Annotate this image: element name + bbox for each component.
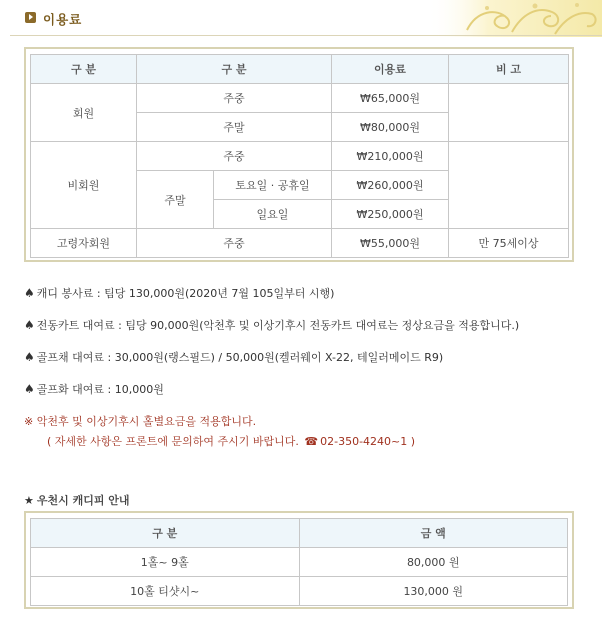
cart-fee-note: [24, 317, 519, 333]
table-row: [31, 142, 569, 171]
table-row: [31, 548, 568, 577]
ornament-flourish-icon: [427, 0, 602, 37]
table-row: [31, 577, 568, 606]
table-header-row: [31, 55, 569, 84]
column-header: 구 분: [31, 55, 137, 84]
play-arrow-icon: [25, 12, 36, 23]
sub-cell: 주말: [137, 171, 214, 229]
fee-cell: ₩250,000원: [332, 200, 449, 229]
section-header: [10, 0, 602, 37]
amount-cell: 130,000 원: [299, 577, 568, 606]
sub-cell: 주중: [137, 229, 332, 258]
weather-warning-note: ※ 악천후 및 이상기후시 홀별요금을 적용합니다.: [24, 415, 257, 428]
label-cell: 10홀 티샷시~: [31, 577, 300, 606]
caddie-fee-table: [30, 518, 568, 606]
note-cell: [449, 142, 569, 229]
caddie-fee-note: [24, 285, 334, 301]
note-text: 골프화 대여료 : 10,000원: [36, 383, 164, 396]
note-text: 골프채 대여료 : 30,000원(랭스필드) / 50,000원(켈러웨이 X-22, 테일러메이드 R9): [36, 351, 444, 364]
day-cell: 토요일 · 공휴일: [214, 171, 332, 200]
shoes-fee-note: [24, 381, 164, 397]
note-text: 전동카트 대여료 : 팀당 90,000원(악천후 및 이상기후시 전동카트 대여료는 정상요금을 적용합니다.): [36, 319, 520, 332]
note-cell: 만 75세이상: [449, 229, 569, 258]
sub-cell: 주중: [137, 84, 332, 113]
table-row: [31, 84, 569, 113]
amount-cell: 80,000 원: [299, 548, 568, 577]
caddie-table-box: [24, 511, 574, 609]
contact-note: [47, 433, 415, 449]
fee-cell: ₩55,000원: [332, 229, 449, 258]
contact-text: ( 자세한 사항은 프론트에 문의하여 주시기 바랍니다.: [47, 435, 299, 448]
fee-cell: ₩65,000원: [332, 84, 449, 113]
sub-cell: 주말: [137, 113, 332, 142]
column-header: 이용료: [332, 55, 449, 84]
header-divider: [10, 35, 602, 36]
fee-table: [30, 54, 569, 258]
table-header-row: [31, 519, 568, 548]
group-cell: 회원: [31, 84, 137, 142]
sub-cell: 주중: [137, 142, 332, 171]
phone-number: 02-350-4240~1 ): [320, 435, 416, 448]
fee-cell: ₩210,000원: [332, 142, 449, 171]
note-cell: [449, 84, 569, 142]
table-row: [31, 229, 569, 258]
fee-cell: ₩260,000원: [332, 171, 449, 200]
group-cell: 고령자회원: [31, 229, 137, 258]
caddie-section-title: [24, 492, 130, 508]
note-text: 캐디 봉사료 : 팀당 130,000원(2020년 7월 105일부터 시행): [36, 287, 335, 300]
spade-icon: ♠: [24, 318, 35, 332]
spade-icon: ♠: [24, 350, 35, 364]
column-header: 비 고: [449, 55, 569, 84]
telephone-icon: ☎: [304, 435, 319, 448]
fee-cell: ₩80,000원: [332, 113, 449, 142]
column-header: 구 분: [31, 519, 300, 548]
column-header: 금 액: [299, 519, 568, 548]
section-title-text: 우천시 캐디피 안내: [36, 494, 130, 507]
page-title: 이용료: [43, 12, 83, 27]
label-cell: 1홀~ 9홀: [31, 548, 300, 577]
fee-table-box: [24, 47, 574, 262]
day-cell: 일요일: [214, 200, 332, 229]
spade-icon: ♠: [24, 286, 35, 300]
club-fee-note: [24, 349, 443, 365]
spade-icon: ♠: [24, 382, 35, 396]
star-icon: ★: [24, 494, 34, 507]
column-header: 구 분: [137, 55, 332, 84]
group-cell: 비회원: [31, 142, 137, 229]
